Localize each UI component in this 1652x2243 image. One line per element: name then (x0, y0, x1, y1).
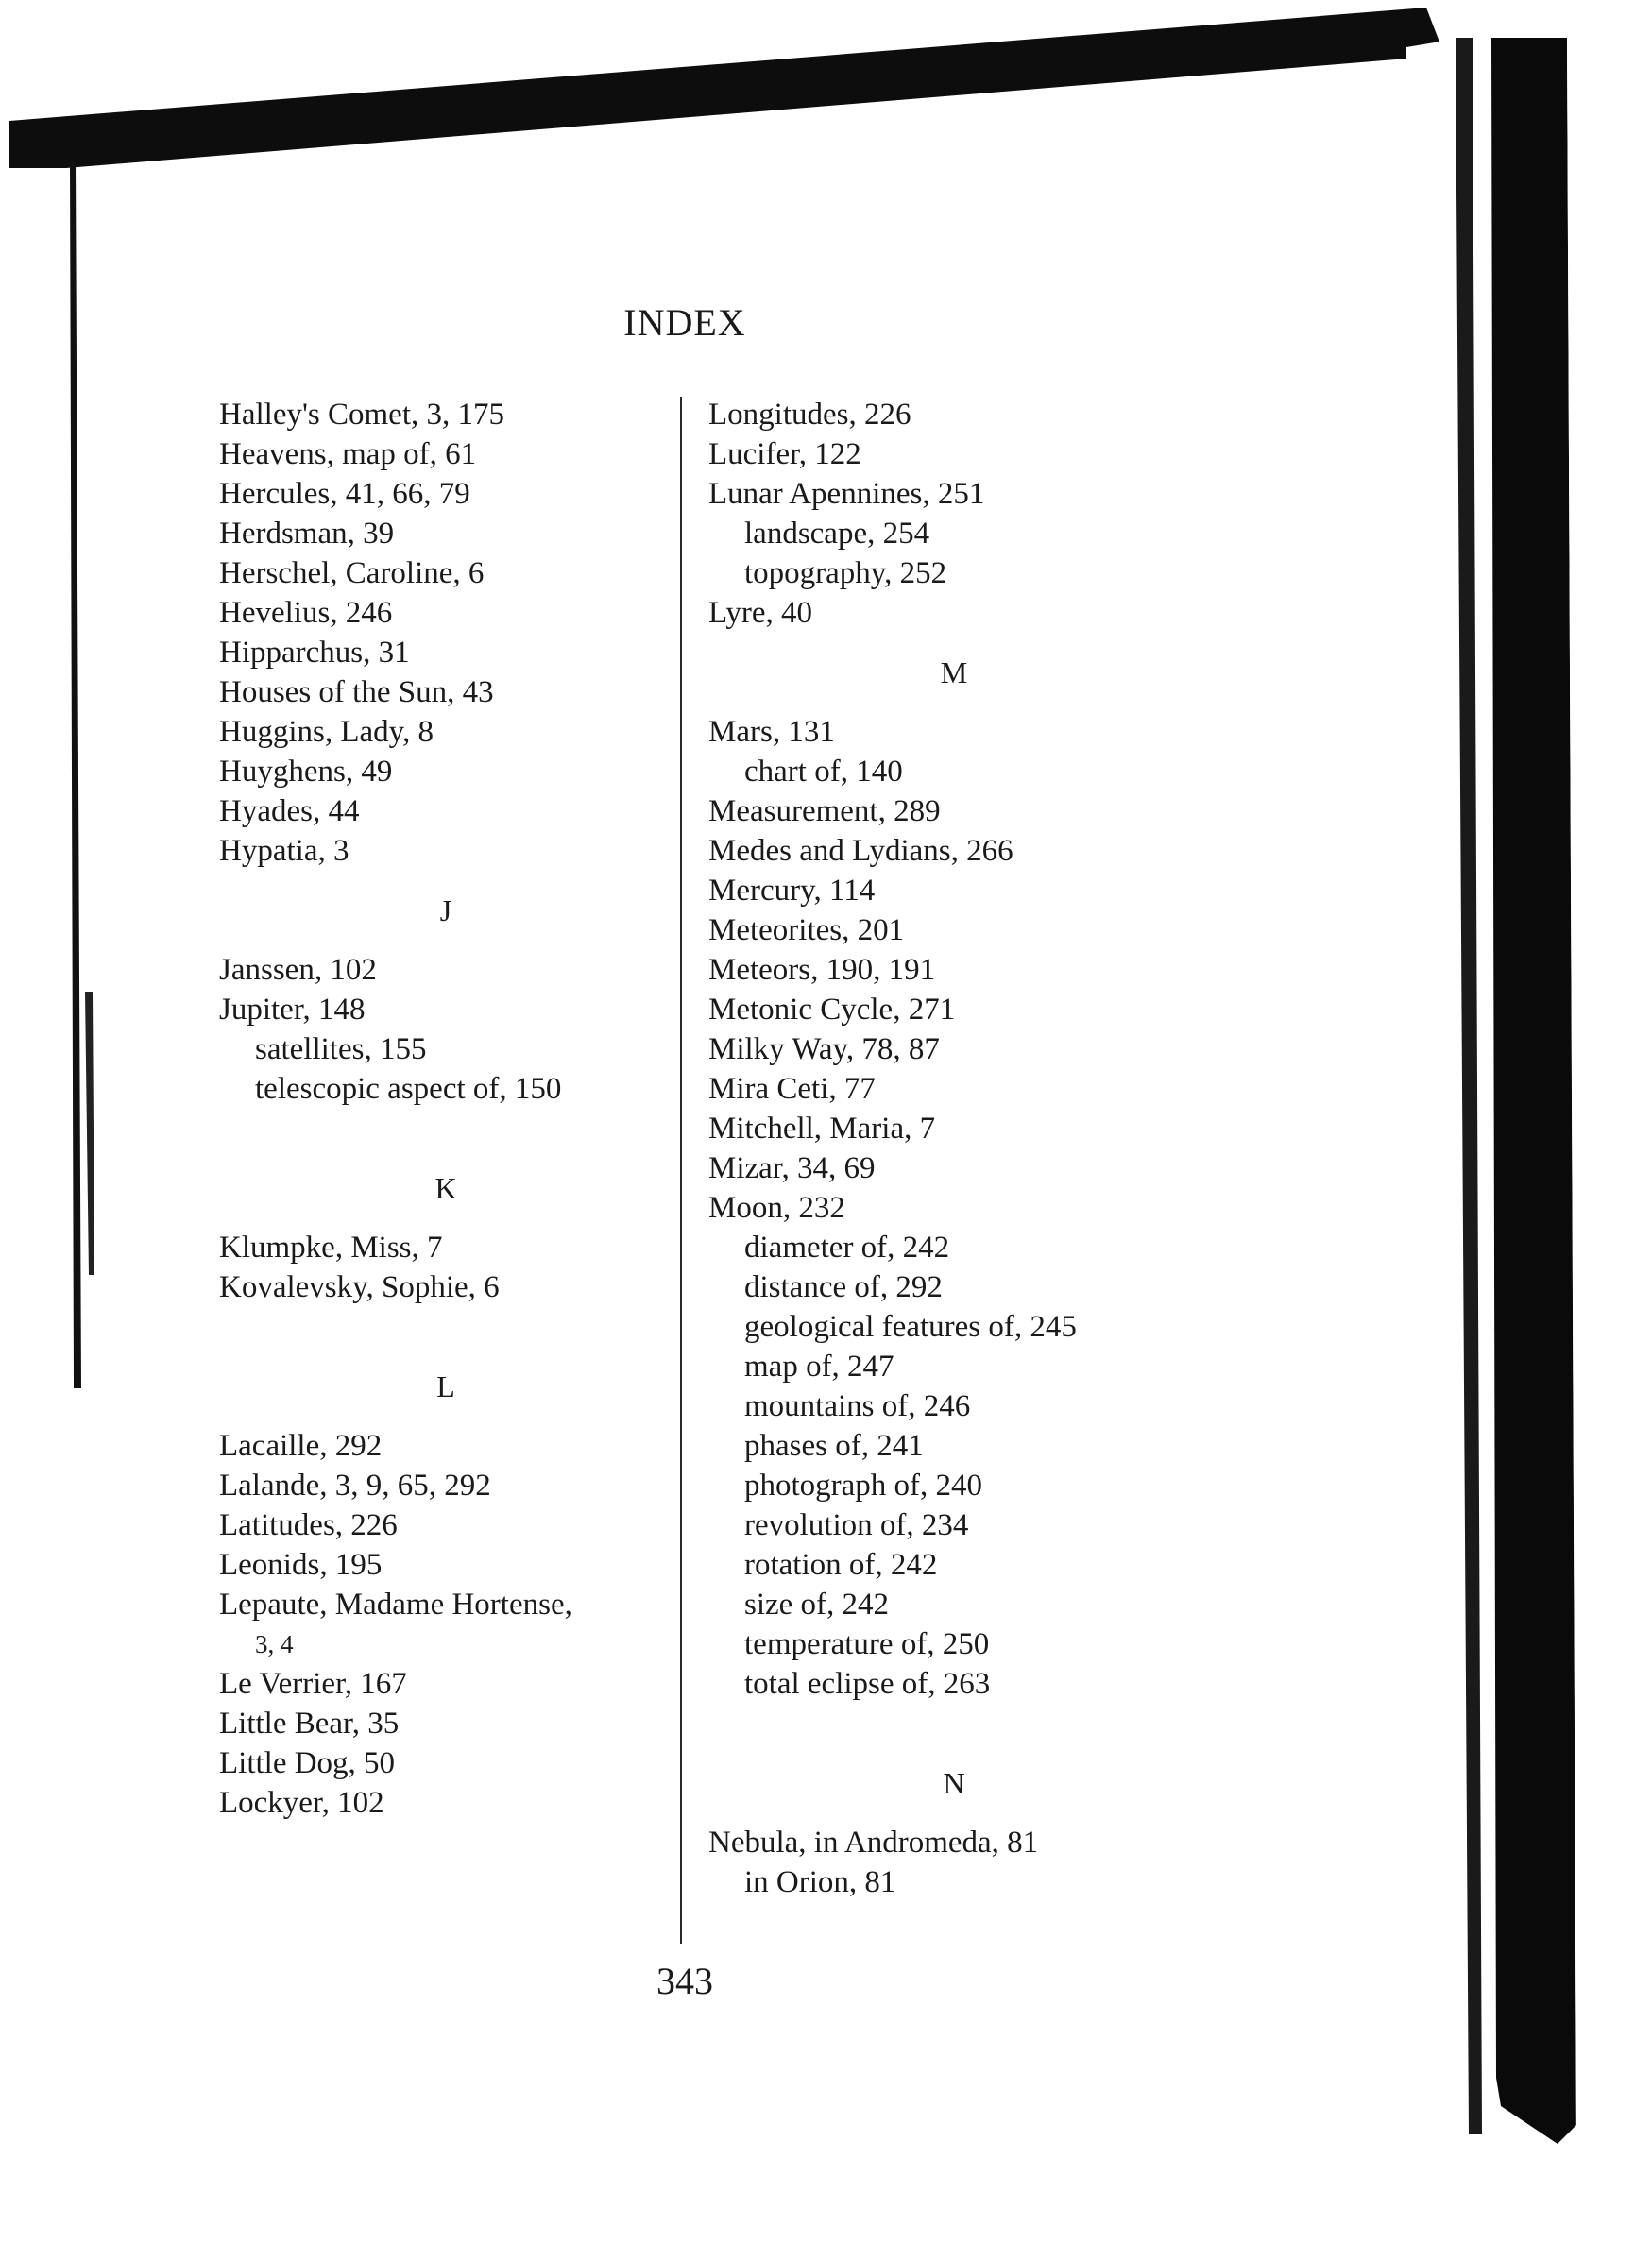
scan-right-edge-shape (1406, 38, 1652, 2153)
index-entry: Leonids, 195 (219, 1548, 383, 1582)
index-entry: Lockyer, 102 (219, 1786, 384, 1820)
index-entry: Hipparchus, 31 (219, 636, 410, 670)
index-entry: Kovalevsky, Sophie, 6 (219, 1270, 500, 1304)
index-entry: Heavens, map of, 61 (219, 437, 477, 471)
scan-right-edge (1406, 38, 1652, 2153)
index-entry: Hypatia, 3 (219, 834, 349, 868)
index-subentry: in Orion, 81 (744, 1865, 896, 1899)
index-entry: Lalande, 3, 9, 65, 292 (219, 1469, 491, 1503)
index-entry: Mars, 131 (708, 715, 835, 749)
index-entry: Little Dog, 50 (219, 1746, 396, 1780)
index-entry: Herdsman, 39 (219, 517, 395, 551)
index-entry: Janssen, 102 (219, 953, 377, 987)
section-letter-j: J (439, 893, 452, 927)
section-letter-k: K (434, 1171, 457, 1205)
index-entry: Medes and Lydians, 266 (708, 834, 1013, 868)
index-entry: Lyre, 40 (708, 596, 812, 630)
scan-left-edge-shape (57, 161, 123, 1388)
index-entry: Mitchell, Maria, 7 (708, 1112, 936, 1146)
index-entry: Lunar Apennines, 251 (708, 477, 985, 511)
section-spacer (708, 1704, 1200, 1743)
index-subentry: temperature of, 250 (744, 1627, 990, 1661)
index-entry: Hercules, 41, 66, 79 (219, 477, 470, 511)
index-entry: Huggins, Lady, 8 (219, 715, 434, 749)
index-entry: Meteors, 190, 191 (708, 953, 936, 987)
index-entry: Lepaute, Madame Hortense, (219, 1588, 572, 1622)
index-entry: Houses of the Sun, 43 (219, 675, 494, 709)
index-subentry: photograph of, 240 (744, 1469, 983, 1503)
scan-left-edge (57, 161, 123, 1388)
index-entry: Metonic Cycle, 271 (708, 993, 956, 1027)
index-entry: Halley's Comet, 3, 175 (219, 398, 504, 432)
index-entry: Le Verrier, 167 (219, 1667, 407, 1701)
index-subentry: topography, 252 (744, 556, 947, 590)
index-subentry: satellites, 155 (255, 1032, 427, 1066)
index-right-column (708, 395, 1200, 1902)
index-entry: Moon, 232 (708, 1191, 845, 1225)
index-entry: Nebula, in Andromeda, 81 (708, 1826, 1039, 1860)
scan-top-edge (0, 0, 1652, 179)
index-entry: Measurement, 289 (708, 794, 941, 828)
index-entry: Meteorites, 201 (708, 913, 905, 947)
section-letter-n: N (943, 1766, 965, 1800)
index-subentry: mountains of, 246 (744, 1389, 971, 1423)
index-subentry: size of, 242 (744, 1588, 890, 1622)
index-entry: Latitudes, 226 (219, 1508, 398, 1542)
index-entry: Hevelius, 246 (219, 596, 393, 630)
index-entry: Herschel, Caroline, 6 (219, 556, 485, 590)
index-subentry: total eclipse of, 263 (744, 1667, 991, 1701)
index-entry-continuation: 3, 4 (255, 1630, 294, 1658)
index-entry: Jupiter, 148 (219, 993, 366, 1027)
index-subentry: telescopic aspect of, 150 (255, 1072, 562, 1106)
index-subentry: landscape, 254 (744, 517, 930, 551)
index-subentry: map of, 247 (744, 1350, 894, 1384)
index-entry: Little Bear, 35 (219, 1707, 400, 1741)
section-letter-m: M (940, 655, 968, 689)
index-entry: Longitudes, 226 (708, 398, 911, 432)
index-entry: Klumpke, Miss, 7 (219, 1231, 443, 1265)
index-entry: Milky Way, 78, 87 (708, 1032, 940, 1066)
index-entry: Huyghens, 49 (219, 755, 393, 789)
index-subentry: distance of, 292 (744, 1270, 943, 1304)
index-subentry: geological features of, 245 (744, 1310, 1077, 1344)
index-subentry: rotation of, 242 (744, 1548, 938, 1582)
index-left-column (219, 395, 673, 1823)
section-spacer (219, 1307, 673, 1347)
column-divider (680, 397, 682, 1944)
index-entry: Lucifer, 122 (708, 437, 861, 471)
page-number: 343 (656, 1960, 713, 2002)
index-subentry: chart of, 140 (744, 755, 903, 789)
index-entry: Hyades, 44 (219, 794, 360, 828)
index-entry: Mira Ceti, 77 (708, 1072, 876, 1106)
index-entry: Lacaille, 292 (219, 1429, 383, 1463)
page-title: INDEX (623, 301, 746, 344)
index-subentry: diameter of, 242 (744, 1231, 950, 1265)
section-spacer (219, 1109, 673, 1148)
section-letter-l: L (436, 1369, 455, 1403)
index-entry: Mercury, 114 (708, 874, 876, 908)
scan-top-edge-shape (0, 0, 1652, 179)
index-subentry: revolution of, 234 (744, 1508, 969, 1542)
index-subentry: phases of, 241 (744, 1429, 924, 1463)
index-entry: Mizar, 34, 69 (708, 1151, 876, 1185)
